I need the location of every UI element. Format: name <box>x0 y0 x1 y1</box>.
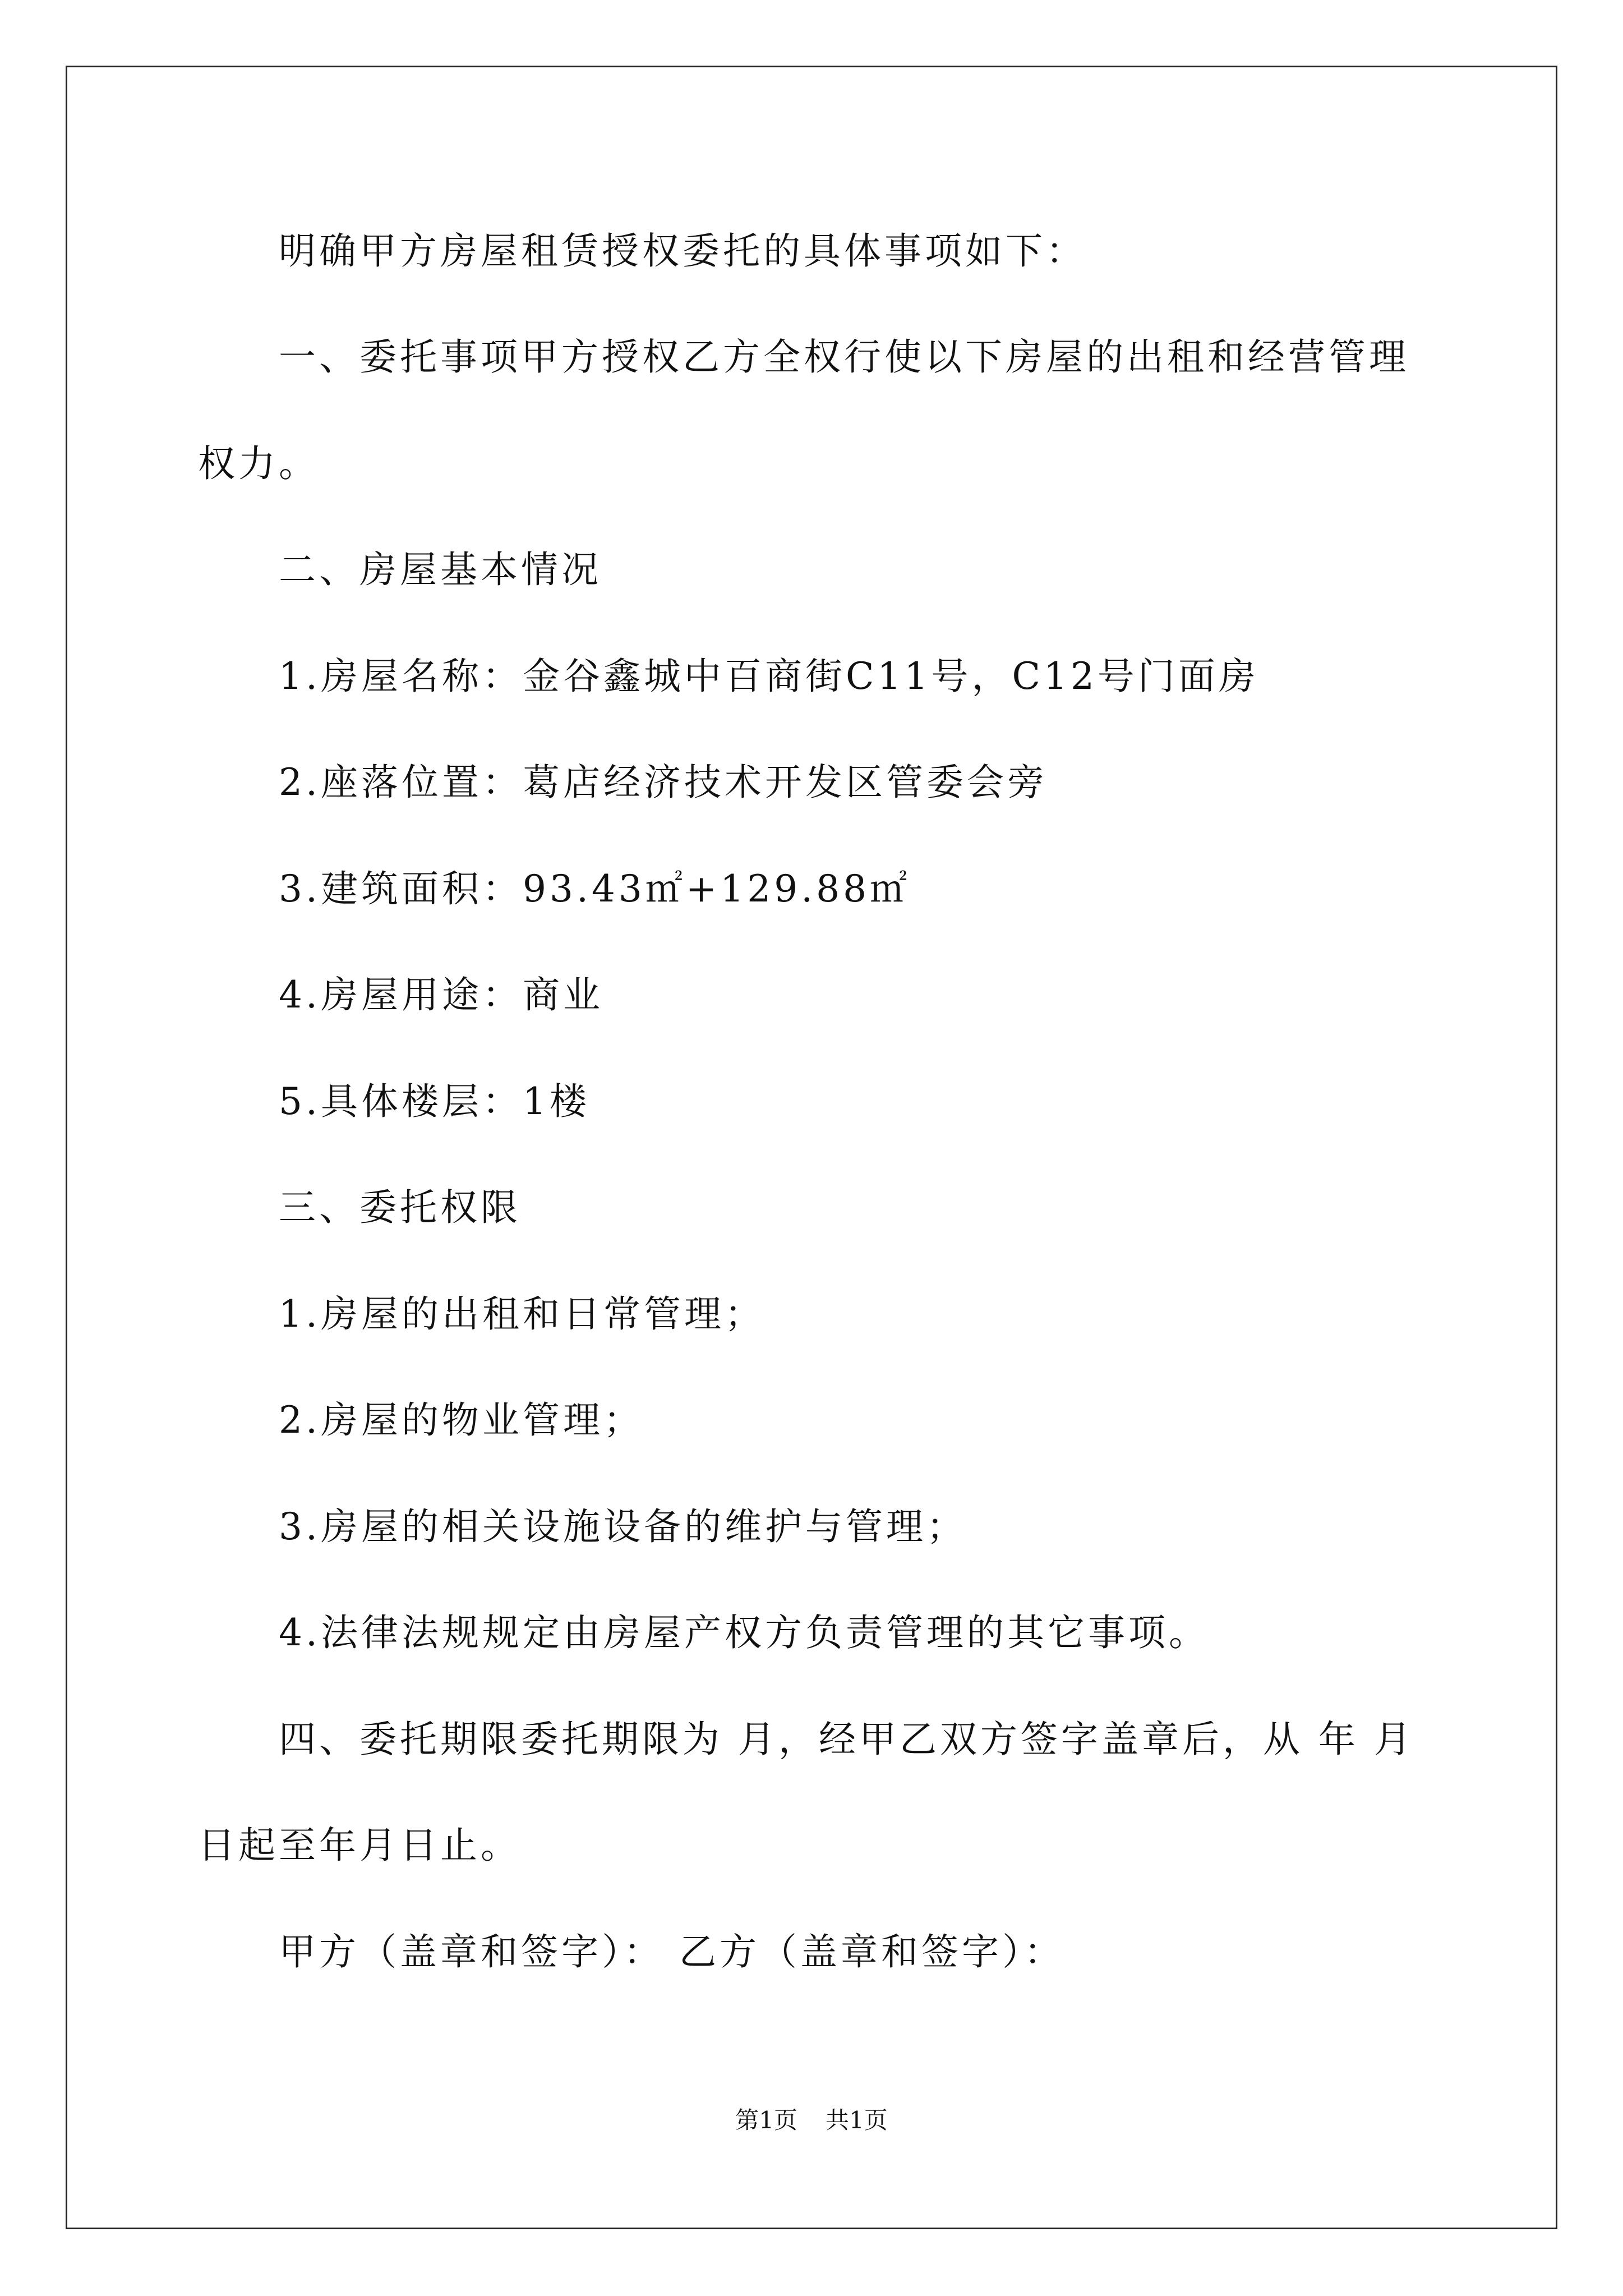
permission-item-2: 2.房屋的物业管理； <box>279 1398 644 1442</box>
page-border <box>66 66 1557 2229</box>
permission-item-4: 4.法律法规规定由房屋产权方负责管理的其它事项。 <box>279 1611 1209 1654</box>
section1-line1: 一、委托事项甲方授权乙方全权行使以下房屋的出租和经营管理 <box>279 335 1409 379</box>
item-location: 2.座落位置：葛店经济技术开发区管委会旁 <box>279 761 1048 804</box>
item-use: 4.房屋用途：商业 <box>279 973 603 1016</box>
section2-heading: 二、房屋基本情况 <box>279 548 602 591</box>
section1-line2: 权力。 <box>198 442 319 485</box>
signature-line: 甲方（盖章和签字）： 乙方（盖章和签字）： <box>279 1930 1064 1973</box>
permission-item-1: 1.房屋的出租和日常管理； <box>279 1292 765 1336</box>
section3-heading: 三、委托权限 <box>279 1186 521 1229</box>
permission-item-3: 3.房屋的相关设施设备的维护与管理； <box>279 1505 967 1548</box>
item-area: 3.建筑面积：93.43㎡+129.88㎡ <box>279 867 911 910</box>
page-footer <box>0 2106 1623 2134</box>
item-floor: 5.具体楼层：1楼 <box>279 1080 590 1123</box>
intro-paragraph: 明确甲方房屋租赁授权委托的具体事项如下： <box>279 229 1086 273</box>
page-number-current: 第1页 <box>735 2106 797 2134</box>
section4-line2: 日起至年月日止。 <box>198 1824 521 1867</box>
section4-line1: 四、委托期限委托期限为 月，经甲乙双方签字盖章后，从 年 月 <box>279 1718 1414 1761</box>
page-number-total: 共1页 <box>826 2106 888 2134</box>
item-house-name: 1.房屋名称：金谷鑫城中百商街C11号，C12号门面房 <box>279 655 1259 698</box>
